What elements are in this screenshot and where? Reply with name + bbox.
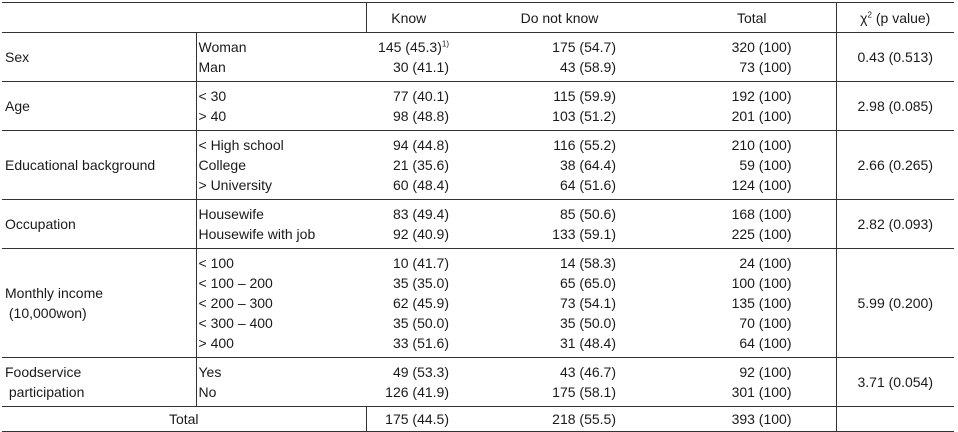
subgroup-cell-stack: [199, 200, 367, 248]
know-value-text: 83 (49.4): [392, 206, 449, 222]
header-do-not-know: Do not know: [451, 3, 668, 33]
know-cell-stack: [366, 249, 451, 357]
total-value: [668, 333, 836, 353]
do-not-know-value: [451, 273, 668, 293]
subgroup-cell: [196, 249, 366, 358]
total-value: [668, 362, 836, 382]
know-value: [366, 37, 451, 57]
total-value-text: 124 (100): [731, 177, 792, 193]
know-cell-stack: [366, 33, 451, 81]
know-value: [366, 155, 451, 175]
subgroup-cell: [196, 82, 366, 131]
do-not-know-value-text: 175 (58.1): [552, 384, 616, 400]
total-cell: [668, 82, 836, 131]
know-cell: [366, 249, 451, 358]
chi-superscript: 2: [867, 9, 872, 19]
chi-square-value: 2.66 (0.265): [836, 131, 954, 200]
subgroup-label-text: < 200 – 300: [198, 295, 273, 311]
subgroup-label: [199, 382, 367, 402]
total-value-text: 201 (100): [731, 108, 792, 124]
chi-square-value: 2.82 (0.093): [836, 200, 954, 249]
know-cell-stack: [366, 131, 451, 199]
know-cell-stack: [366, 358, 451, 406]
know-value-text: 145 (45.3): [378, 39, 442, 55]
do-not-know-cell-stack: [451, 200, 668, 248]
total-value: [668, 382, 836, 402]
do-not-know-value-text: 85 (50.6): [559, 206, 616, 222]
total-value-text: 59 (100): [739, 157, 792, 173]
total-do-not-know-cell: [451, 407, 668, 432]
category-line: Monthly income: [5, 285, 104, 301]
subgroup-label: [199, 293, 367, 313]
subgroup-label: [199, 106, 367, 126]
subgroup-label: [199, 135, 367, 155]
chi-p-value-label: (p value): [871, 9, 931, 26]
total-cell: [668, 33, 836, 82]
subgroup-cell: [196, 33, 366, 82]
total-cell-stack: [668, 249, 836, 357]
header-total: Total: [668, 3, 836, 33]
total-total-value: 393 (100): [731, 411, 792, 427]
know-value-text: 92 (40.9): [392, 226, 449, 242]
know-cell: [366, 358, 451, 407]
know-value: [366, 86, 451, 106]
total-cell: [668, 131, 836, 200]
total-value-text: 70 (100): [739, 315, 792, 331]
header-know: Know: [366, 3, 451, 33]
do-not-know-value-text: 31 (48.4): [559, 335, 616, 351]
total-value-text: 192 (100): [731, 88, 792, 104]
know-value-text: 60 (48.4): [392, 177, 449, 193]
chi-square-value: 0.43 (0.513): [836, 33, 954, 82]
table-row: [2, 131, 954, 200]
category-cell: [2, 200, 196, 249]
total-value: [668, 253, 836, 273]
total-row-label: Total: [2, 407, 366, 432]
know-value: [366, 273, 451, 293]
do-not-know-cell-stack: [451, 82, 668, 130]
know-value: [366, 106, 451, 126]
total-value-text: 64 (100): [739, 335, 792, 351]
do-not-know-cell: [451, 358, 668, 407]
total-value: [668, 86, 836, 106]
subgroup-label: [199, 313, 367, 333]
total-value-text: 320 (100): [731, 39, 792, 55]
do-not-know-cell: [451, 33, 668, 82]
do-not-know-value-text: 103 (51.2): [552, 108, 616, 124]
know-value: [366, 313, 451, 333]
know-value-text: 77 (40.1): [392, 88, 449, 104]
total-cell: [668, 249, 836, 358]
subgroup-label: [199, 175, 367, 195]
subgroup-cell-stack: [199, 82, 367, 130]
do-not-know-value-text: 35 (50.0): [559, 315, 616, 331]
do-not-know-value-text: 116 (55.2): [553, 137, 616, 153]
category-line: participation: [5, 384, 85, 400]
total-value: [668, 293, 836, 313]
do-not-know-cell: [451, 200, 668, 249]
total-cell-stack: [668, 358, 836, 406]
subgroup-label-text: Yes: [198, 364, 222, 380]
category-line: Foodservice: [5, 364, 82, 380]
total-cell-stack: [668, 82, 836, 130]
total-value-text: 73 (100): [739, 59, 792, 75]
category-cell: [2, 33, 196, 82]
subgroup-label-text: Housewife with job: [198, 226, 316, 242]
do-not-know-value-text: 64 (51.6): [559, 177, 616, 193]
footnote-marker: 1): [441, 39, 449, 49]
subgroup-label: [199, 253, 367, 273]
know-cell: [366, 200, 451, 249]
know-value: [366, 293, 451, 313]
do-not-know-value-text: 43 (58.9): [559, 59, 616, 75]
total-value: [668, 224, 836, 244]
know-value-text: 62 (45.9): [392, 295, 449, 311]
header-chi-square: [836, 3, 954, 33]
know-value: [366, 333, 451, 353]
do-not-know-value: [451, 135, 668, 155]
do-not-know-value: [451, 106, 668, 126]
total-cell-stack: [668, 33, 836, 81]
know-value: [366, 382, 451, 402]
do-not-know-value: [451, 362, 668, 382]
do-not-know-value: [451, 333, 668, 353]
subgroup-label: [199, 273, 367, 293]
subgroup-label-text: < 30: [198, 88, 227, 104]
header-blank-cell: [2, 3, 366, 33]
total-value: [668, 313, 836, 333]
total-value: [668, 175, 836, 195]
total-value: [668, 135, 836, 155]
category-line: Occupation: [5, 216, 76, 232]
know-value-text: 35 (35.0): [392, 275, 449, 291]
total-cell-stack: [668, 131, 836, 199]
know-cell-stack: [366, 82, 451, 130]
category-label: [5, 151, 196, 179]
subgroup-label: [199, 86, 367, 106]
total-value-text: 210 (100): [731, 137, 792, 153]
table-row: [2, 82, 954, 131]
do-not-know-value-text: 14 (58.3): [559, 255, 616, 271]
total-value-text: 135 (100): [731, 295, 792, 311]
do-not-know-value-text: 43 (46.7): [559, 364, 616, 380]
total-cell-stack: [668, 200, 836, 248]
total-value: [668, 204, 836, 224]
know-value-text: 49 (53.3): [392, 364, 449, 380]
subgroup-label-text: > 40: [198, 108, 227, 124]
chi-square-value: 5.99 (0.200): [836, 249, 954, 358]
subgroup-label-text: Man: [198, 59, 226, 75]
do-not-know-value: [451, 37, 668, 57]
subgroup-label-text: < High school: [198, 137, 284, 153]
category-line: Sex: [5, 49, 30, 65]
know-value-text: 33 (51.6): [392, 335, 449, 351]
know-value-text: 94 (44.8): [392, 137, 449, 153]
category-label: [5, 43, 196, 71]
category-cell: [2, 131, 196, 200]
subgroup-label-text: < 100 – 200: [198, 275, 273, 291]
table-body: [2, 33, 954, 432]
know-value-text: 98 (48.8): [392, 108, 449, 124]
category-label: [5, 92, 196, 120]
total-value-text: 24 (100): [739, 255, 792, 271]
know-value: [366, 175, 451, 195]
table-row: [2, 249, 954, 358]
do-not-know-cell-stack: [451, 33, 668, 81]
do-not-know-value: [451, 293, 668, 313]
know-value-text: 35 (50.0): [392, 315, 449, 331]
total-value: [668, 106, 836, 126]
subgroup-label-text: > University: [198, 177, 273, 193]
survey-results-table: [2, 2, 954, 432]
table-row: [2, 33, 954, 82]
chi-square-value: 2.98 (0.085): [836, 82, 954, 131]
total-cell: [668, 358, 836, 407]
do-not-know-value-text: 175 (54.7): [552, 39, 616, 55]
subgroup-label: [199, 224, 367, 244]
subgroup-cell: [196, 200, 366, 249]
table-header: [2, 3, 954, 33]
total-know-value: 175 (44.5): [385, 411, 449, 427]
total-value-text: 301 (100): [731, 384, 792, 400]
do-not-know-value-text: 115 (59.9): [553, 88, 616, 104]
do-not-know-value: [451, 253, 668, 273]
subgroup-cell-stack: [199, 358, 367, 406]
know-value: [366, 362, 451, 382]
do-not-know-cell: [451, 249, 668, 358]
total-do-not-know-value: 218 (55.5): [552, 411, 616, 427]
do-not-know-value: [451, 382, 668, 402]
category-line: Age: [5, 98, 30, 114]
total-value-text: 100 (100): [731, 275, 792, 291]
subgroup-cell: [196, 358, 366, 407]
know-cell: [366, 82, 451, 131]
total-cell: [668, 200, 836, 249]
total-know-cell: [366, 407, 451, 432]
total-row: [2, 407, 954, 432]
category-label: [5, 279, 196, 327]
know-cell: [366, 131, 451, 200]
category-line: Educational background: [5, 157, 156, 173]
total-value: [668, 37, 836, 57]
do-not-know-value: [451, 204, 668, 224]
table-row: [2, 200, 954, 249]
category-label: [5, 210, 196, 238]
subgroup-label-text: < 300 – 400: [198, 315, 273, 331]
total-value-text: 225 (100): [731, 226, 792, 242]
know-cell: [366, 33, 451, 82]
chi-symbol: χ: [860, 9, 868, 26]
chi-square-value: 3.71 (0.054): [836, 358, 954, 407]
subgroup-label-text: College: [198, 157, 246, 173]
know-value: [366, 204, 451, 224]
subgroup-label-text: < 100: [198, 255, 234, 271]
total-total-cell: [668, 407, 836, 432]
subgroup-label: [199, 333, 367, 353]
do-not-know-value-text: 65 (65.0): [559, 275, 616, 291]
subgroup-label-text: > 400: [198, 335, 234, 351]
subgroup-cell-stack: [199, 131, 367, 199]
do-not-know-value: [451, 224, 668, 244]
do-not-know-cell: [451, 82, 668, 131]
subgroup-label-text: No: [198, 384, 217, 400]
table-row: [2, 358, 954, 407]
know-value: [366, 224, 451, 244]
category-line: (10,000won): [5, 305, 87, 321]
category-label: [5, 358, 196, 406]
know-value-text: 10 (41.7): [392, 255, 449, 271]
total-value-text: 168 (100): [731, 206, 792, 222]
subgroup-label: [199, 37, 367, 57]
know-value-text: 30 (41.1): [392, 59, 449, 75]
know-value: [366, 57, 451, 77]
total-value: [668, 57, 836, 77]
category-cell: [2, 249, 196, 358]
know-value: [366, 135, 451, 155]
know-cell-stack: [366, 200, 451, 248]
do-not-know-cell-stack: [451, 249, 668, 357]
subgroup-label: [199, 155, 367, 175]
subgroup-cell-stack: [199, 33, 367, 81]
do-not-know-value-text: 133 (59.1): [552, 226, 616, 242]
do-not-know-value: [451, 155, 668, 175]
know-value-text: 21 (35.6): [392, 157, 449, 173]
do-not-know-cell-stack: [451, 358, 668, 406]
category-cell: [2, 82, 196, 131]
subgroup-label-text: Housewife: [198, 206, 264, 222]
do-not-know-cell: [451, 131, 668, 200]
total-value: [668, 155, 836, 175]
total-chi-blank-cell: [836, 407, 954, 432]
subgroup-cell: [196, 131, 366, 200]
subgroup-label: [199, 57, 367, 77]
do-not-know-value: [451, 86, 668, 106]
do-not-know-value: [451, 175, 668, 195]
category-cell: [2, 358, 196, 407]
do-not-know-cell-stack: [451, 131, 668, 199]
total-value: [668, 273, 836, 293]
do-not-know-value-text: 38 (64.4): [559, 157, 616, 173]
do-not-know-value-text: 73 (54.1): [559, 295, 616, 311]
total-value-text: 92 (100): [739, 364, 792, 380]
subgroup-cell-stack: [199, 249, 367, 357]
know-value: [366, 253, 451, 273]
do-not-know-value: [451, 313, 668, 333]
subgroup-label: [199, 362, 367, 382]
know-value-text: 126 (41.9): [385, 384, 449, 400]
subgroup-label: [199, 204, 367, 224]
do-not-know-value: [451, 57, 668, 77]
subgroup-label-text: Woman: [198, 39, 247, 55]
